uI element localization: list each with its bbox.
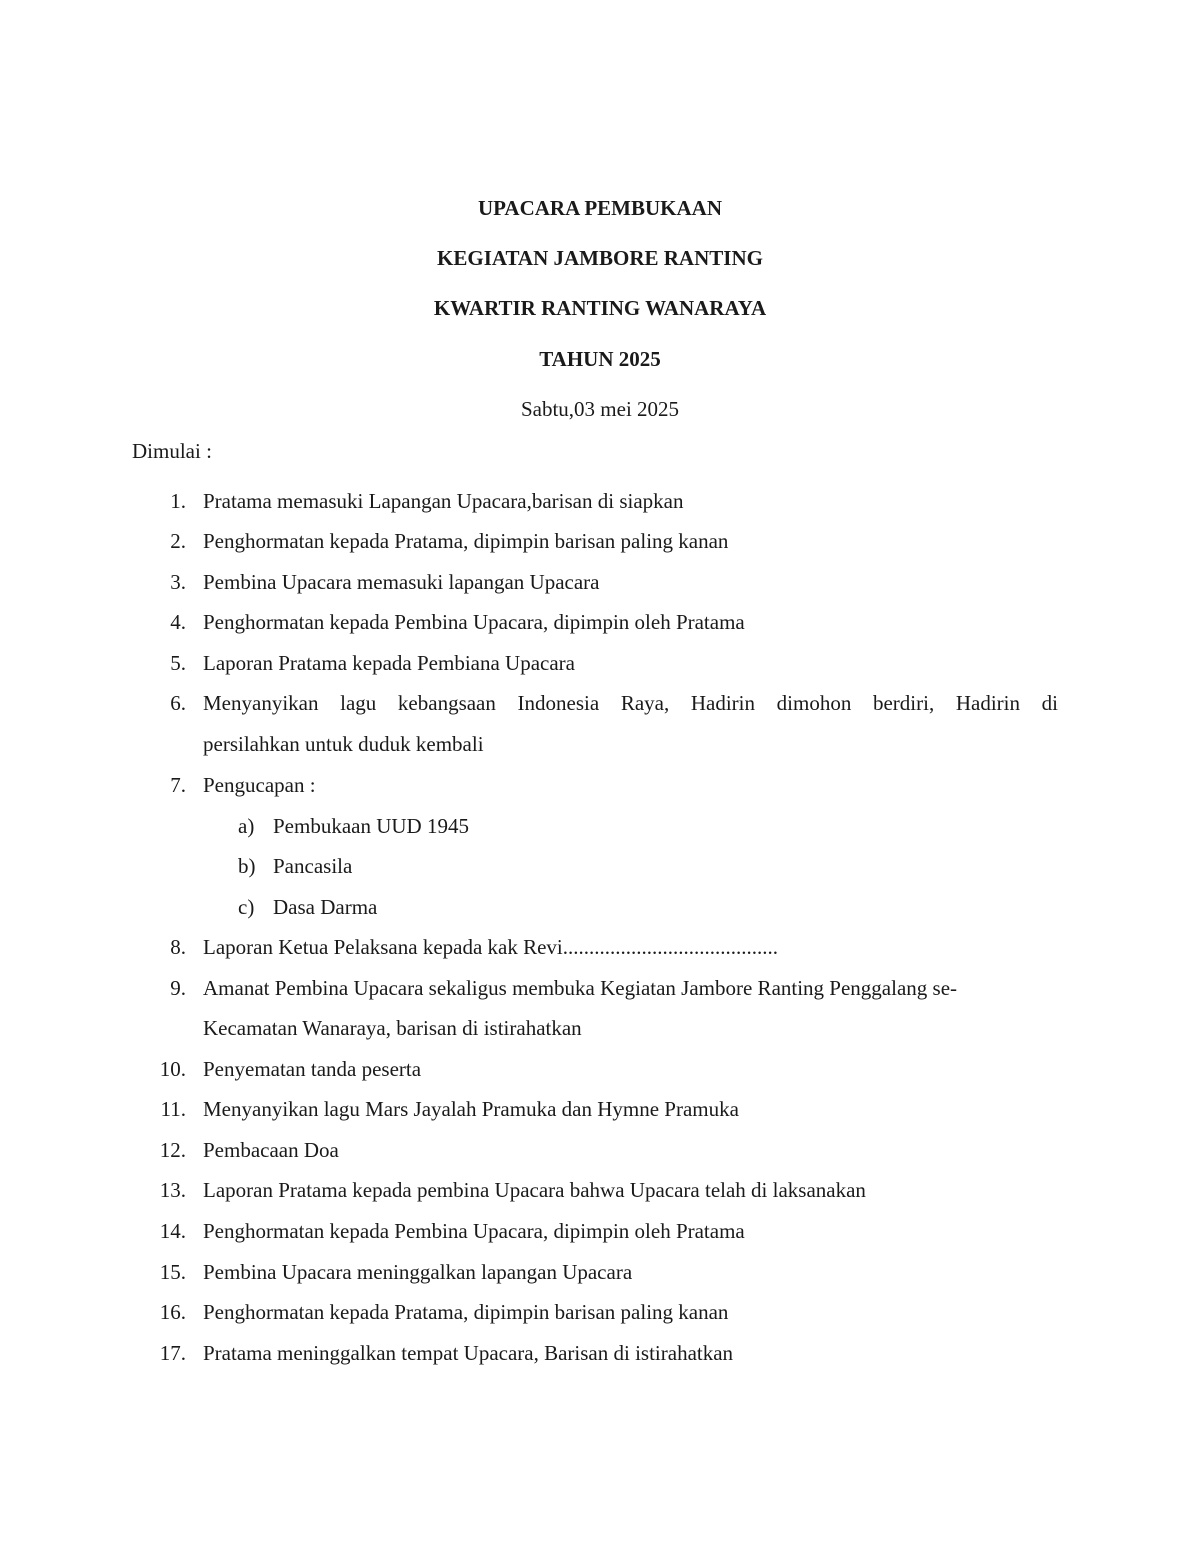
list-item-text: Penyematan tanda peserta — [203, 1057, 422, 1081]
list-item-text: Laporan Ketua Pelaksana kepada kak Revi......................................... — [203, 935, 779, 959]
list-item-text: Penghormatan kepada Pratama, dipimpin barisan paling kanan — [203, 1300, 729, 1324]
list-item-text: Penghormatan kepada Pratama, dipimpin barisan paling kanan — [203, 529, 729, 553]
sub-list-item-text: Pembukaan UUD 1945 — [273, 814, 469, 838]
list-item-text: Amanat Pembina Upacara sekaligus membuka Kegiatan Jambore Ranting Penggalang se- — [203, 976, 958, 1000]
list-item-number: 4. — [170, 610, 186, 634]
sub-list-item-letter: b) — [238, 854, 256, 878]
sub-list-item-letter: c) — [238, 895, 255, 919]
list-item-text: Menyanyikan lagu Mars Jayalah Pramuka dan Hymne Pramuka — [203, 1097, 739, 1121]
list-item-number: 17. — [159, 1341, 186, 1365]
list-item-text: Laporan Pratama kepada Pembiana Upacara — [203, 651, 575, 675]
list-item-number: 11. — [160, 1097, 186, 1121]
list-item-text: Penghormatan kepada Pembina Upacara, dipimpin oleh Pratama — [203, 1219, 745, 1243]
list-item-number: 2. — [170, 529, 186, 553]
list-item-text-continued: persilahkan untuk duduk kembali — [203, 732, 484, 756]
list-item-text: Pembina Upacara meninggalkan lapangan Upacara — [203, 1260, 633, 1284]
list-item-text: Menyanyikan lagu kebangsaan Indonesia Raya, Hadirin dimohon berdiri, Hadirin di — [203, 691, 1058, 715]
list-item-number: 13. — [159, 1178, 186, 1202]
list-item-number: 6. — [170, 691, 186, 715]
list-item-text: Pembacaan Doa — [203, 1138, 339, 1162]
list-item-text: Pratama meninggalkan tempat Upacara, Barisan di istirahatkan — [203, 1341, 734, 1365]
list-item-number: 8. — [170, 935, 186, 959]
sub-list-item-text: Pancasila — [273, 854, 353, 878]
list-item-text-continued: Kecamatan Wanaraya, barisan di istirahatkan — [203, 1016, 582, 1040]
intro-text: Dimulai : — [132, 439, 212, 463]
list-item-number: 10. — [159, 1057, 186, 1081]
list-item-text: Laporan Pratama kepada pembina Upacara bahwa Upacara telah di laksanakan — [203, 1178, 866, 1202]
title-line-1: UPACARA PEMBUKAAN — [477, 196, 722, 220]
list-item-number: 7. — [170, 773, 186, 797]
list-item-text: Penghormatan kepada Pembina Upacara, dipimpin oleh Pratama — [203, 610, 745, 634]
list-item-text: Pratama memasuki Lapangan Upacara,barisan di siapkan — [203, 489, 684, 513]
list-item-number: 3. — [170, 570, 186, 594]
list-item-number: 12. — [159, 1138, 186, 1162]
title-line-3: KWARTIR RANTING WANARAYA — [433, 296, 767, 320]
list-item-number: 15. — [159, 1260, 186, 1284]
list-item-number: 1. — [170, 489, 186, 513]
list-item-number: 5. — [170, 651, 186, 675]
date-line: Sabtu,03 mei 2025 — [520, 397, 680, 421]
list-item-number: 9. — [170, 976, 186, 1000]
title-line-2: KEGIATAN JAMBORE RANTING — [437, 246, 763, 270]
list-item-text: Pembina Upacara memasuki lapangan Upacara — [203, 570, 600, 594]
list-item-number: 14. — [159, 1219, 186, 1243]
list-item-number: 16. — [159, 1300, 186, 1324]
list-item-text: Pengucapan : — [203, 773, 316, 797]
sub-list-item-text: Dasa Darma — [273, 895, 378, 919]
sub-list-item-letter: a) — [238, 814, 255, 838]
title-line-4: TAHUN 2025 — [539, 347, 661, 371]
